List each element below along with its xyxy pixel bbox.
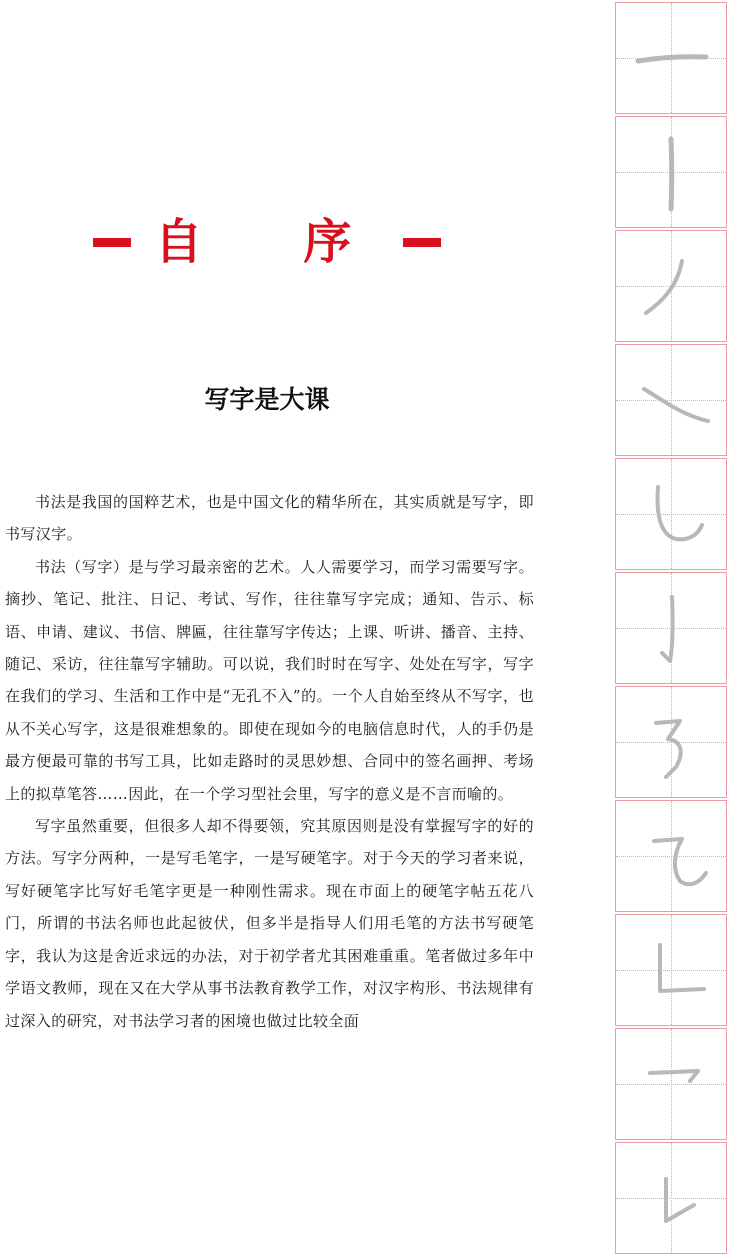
chapter-heading [0,212,534,272]
shu-ti-stroke-icon [616,1143,726,1253]
heng-stroke-icon [616,3,726,113]
pie-stroke-icon [616,231,726,341]
grid-cell-shu-wan-gou [615,458,727,570]
grid-cell-heng-zhe-zhe-zhe-gou [615,686,727,798]
shu-zhe-stroke-icon [616,915,726,1025]
grid-cell-pie [615,230,727,342]
paragraph: 书法是我国的国粹艺术，也是中国文化的精华所在，其实质就是写字，即书写汉字。 [5,493,534,544]
shu-gou-stroke-icon [616,573,726,683]
body-text [5,486,534,1037]
paragraph: 书法（写字）是与学习最亲密的艺术。人人需要学习，而学习需要写字。摘抄、笔记、批注、日记、考试、写作，往往靠写字完成；通知、告示、标语、申请、建议、书信、牌匾，往往靠写字传达；上课、听讲、播音、主持、随记、采访，往往靠写字辅助。可以说，我们时时在写字、处处在写字，写字在我们的学习、生活和工作中是“无孔不入”的。一个人自始至终从不写字，也从不关心写字，这是很难想象的。即使在现如今的电脑信息时代，人的手仍是最方便最可靠的书写工具，比如走路时的灵思妙想、合同中的签名画押、考场上的拟草笔答……因此，在一个学习型社会里，写字的意义是不言而喻的。 [5,557,534,803]
heng-gou-stroke-icon [616,1029,726,1139]
grid-cell-shu-ti [615,1142,727,1254]
grid-cell-shu [615,116,727,228]
heng-zhe-zhe-zhe-gou-stroke-icon [616,687,726,797]
na-stroke-icon [616,345,726,455]
shu-stroke-icon [616,117,726,227]
grid-cell-shu-zhe [615,914,727,1026]
section-title: 写字是大课 [204,385,330,414]
shu-wan-gou-stroke-icon [616,459,726,569]
title-bar-right [403,238,441,247]
grid-cell-na [615,344,727,456]
grid-cell-heng-zhe-wan-gou [615,800,727,912]
stroke-practice-grid [615,0,729,1257]
grid-cell-shu-gou [615,572,727,684]
paragraph: 写字虽然重要，但很多人却不得要领，究其原因则是没有掌握写字的好的方法。写字分两种，一是写毛笔字，一是写硬笔字。对于今天的学习者来说，写好硬笔字比写好毛笔字更是一种刚性需求。现在市面上的硬笔字帖五花八门，所谓的书法名师也此起彼伏，但多半是指导人们用毛笔的方法书写硬笔字，我认为这是舍近求远的办法，对于初学者尤其困难重重。笔者做过多年中学语文教师，现在又在大学从事书法教育教学工作，对汉字构形、书法规律有过深入的研究，对书法学习者的困境也做过比较全面 [5,817,534,1030]
chapter-title: 自 序 [154,214,394,270]
grid-cell-heng-gou [615,1028,727,1140]
grid-cell-heng [615,2,727,114]
title-bar-left [93,238,131,247]
heng-zhe-wan-gou-stroke-icon [616,801,726,911]
